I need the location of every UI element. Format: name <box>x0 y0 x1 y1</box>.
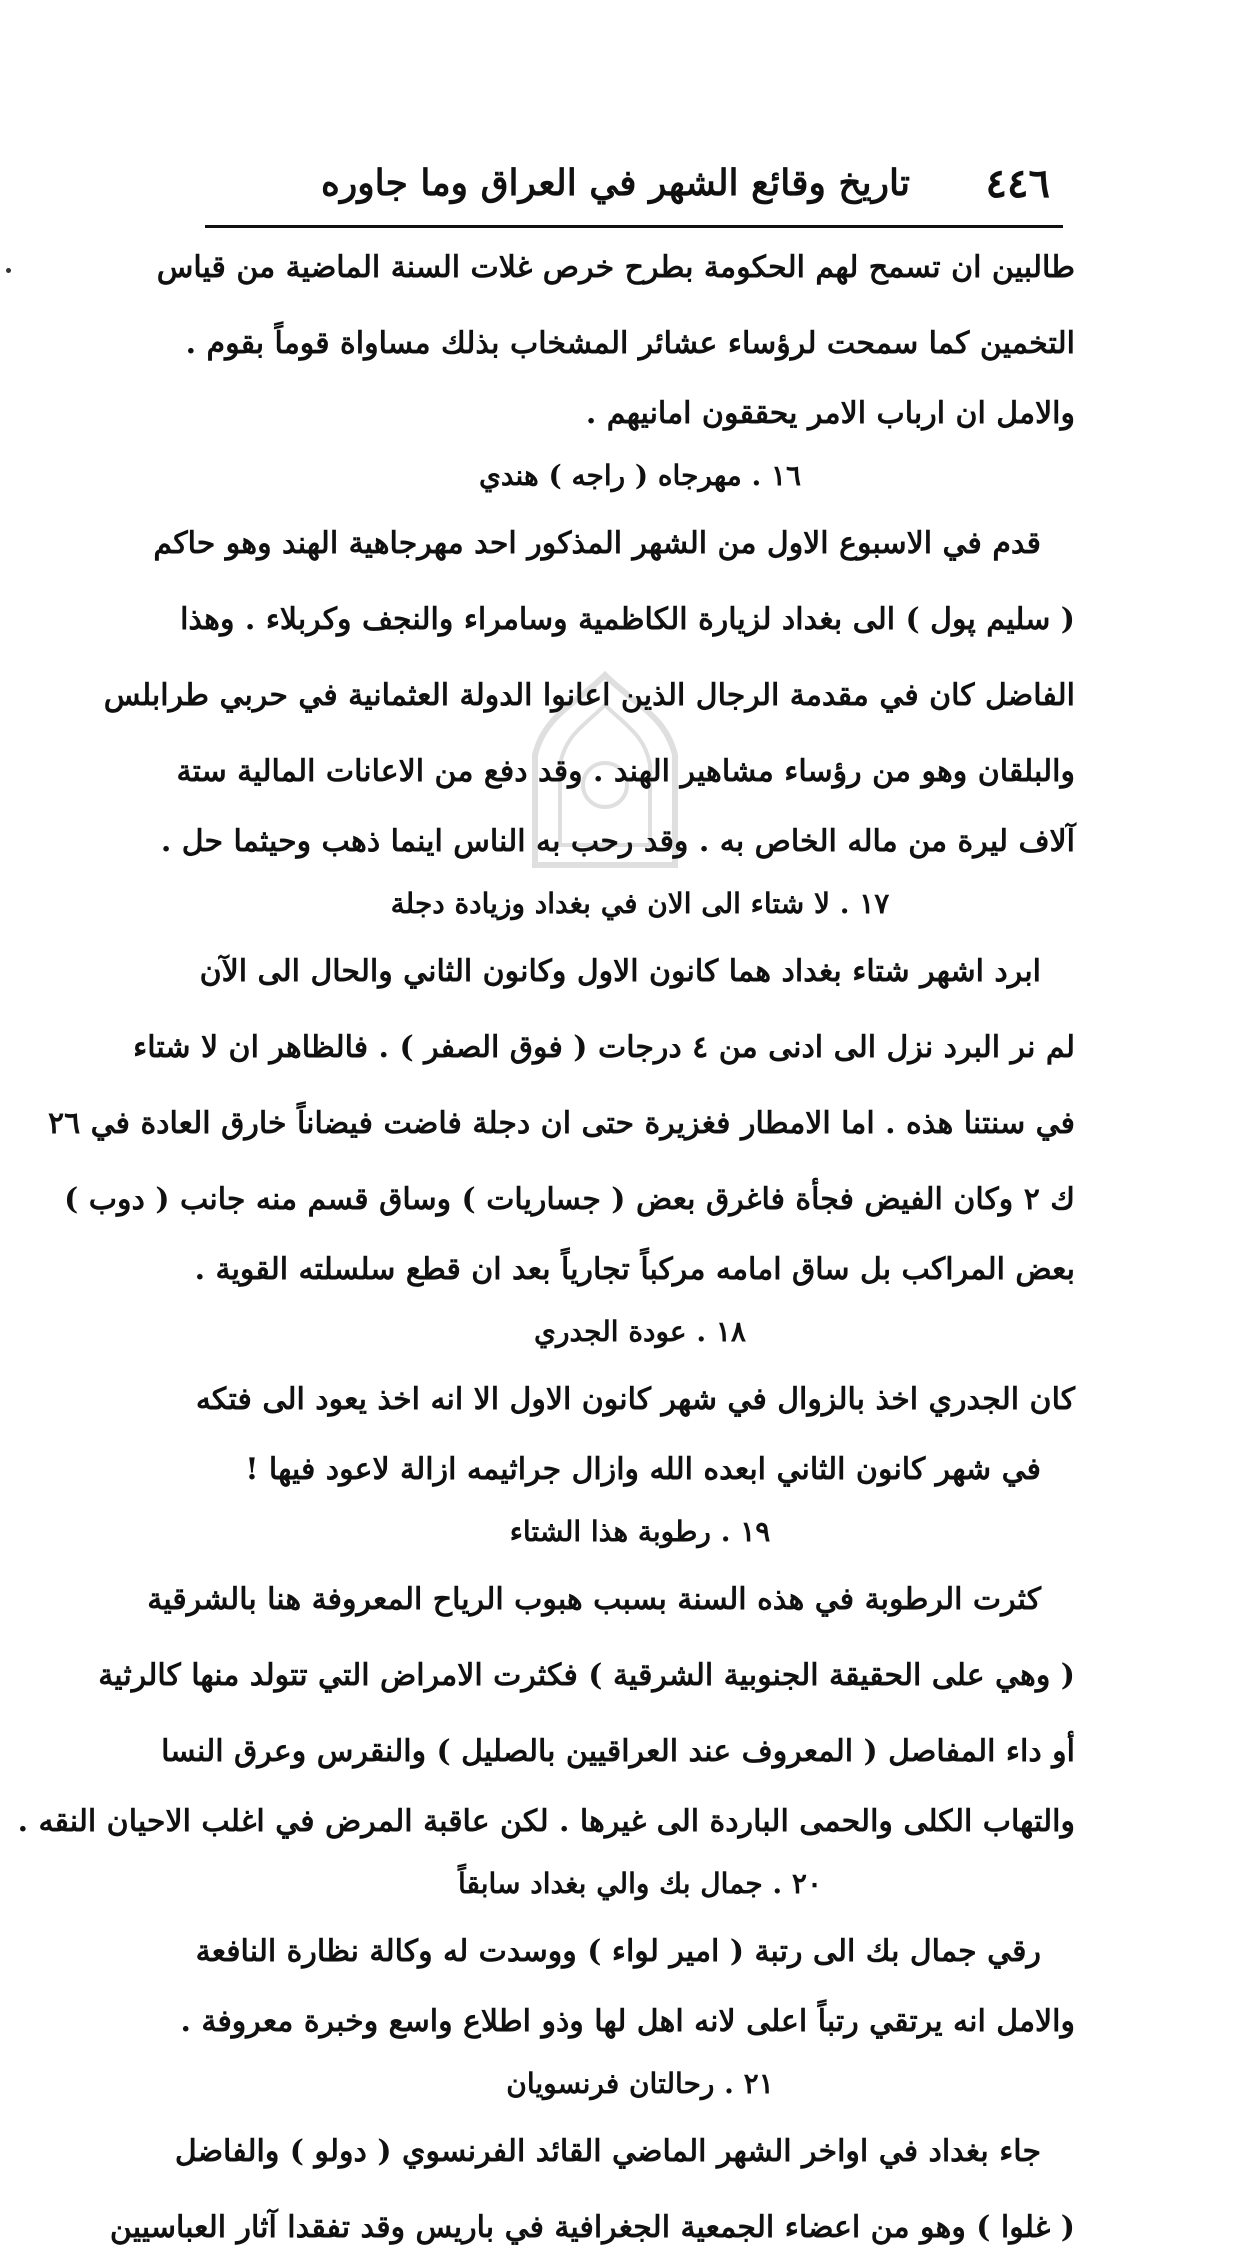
text-line: رقي جمال بك الى رتبة ( امير لواء ) ووسدت له وكالة نظارة النافعة <box>195 1934 1041 1969</box>
text-line: قدم في الاسبوع الاول من الشهر المذكور احد مهرجاهية الهند وهو حاكم <box>153 526 1041 561</box>
text-line: والبلقان وهو من رؤساء مشاهير الهند . وقد دفع من الاعانات المالية ستة <box>176 754 1075 789</box>
page-header <box>205 152 1050 222</box>
text-line: والامل انه يرتقي رتباً اعلى لانه اهل لها وذو اطلاع واسع وخبرة معروفة . <box>180 2004 1075 2039</box>
section-heading-20: ٢٠ . جمال بك والي بغداد سابقاً <box>458 1867 822 1900</box>
page-body <box>17 230 1075 2266</box>
text-line: في شهر كانون الثاني ابعده الله وازال جراثيمه ازالة لاعود فيها ! <box>245 1452 1041 1487</box>
text-line: لم نر البرد نزل الى ادنى من ٤ درجات ( فوق الصفر ) . فالظاهر ان لا شتاء <box>133 1030 1075 1065</box>
section-heading-18: ١٨ . عودة الجدري <box>534 1315 746 1348</box>
header-rule <box>205 225 1063 228</box>
text-line: والامل ان ارباب الامر يحققون امانيهم . <box>585 396 1075 431</box>
text-line: كان الجدري اخذ بالزوال في شهر كانون الاول الا انه اخذ يعود الى فتكه <box>195 1382 1075 1417</box>
section-heading-21: ٢١ . رحالتان فرنسويان <box>506 2067 774 2100</box>
scan-speck <box>6 268 11 273</box>
running-title: تاريخ وقائع الشهر في العراق وما جاوره <box>321 162 910 204</box>
section-heading-17: ١٧ . لا شتاء الى الان في بغداد وزيادة دجلة <box>390 887 890 920</box>
text-line: ( سليم پول ) الى بغداد لزيارة الكاظمية وسامراء والنجف وكربلاء . وهذا <box>180 602 1075 637</box>
text-line: ( وهي على الحقيقة الجنوبية الشرقية ) فكثرت الامراض التي تتولد منها كالرثية <box>98 1658 1075 1693</box>
text-line: آلاف ليرة من ماله الخاص به . وقد رحب به الناس اينما ذهب وحيثما حل . <box>160 824 1075 859</box>
page-number: ٤٤٦ <box>985 160 1050 207</box>
section-heading-16: ١٦ . مهرجاه ( راجه ) هندي <box>478 459 802 492</box>
text-line: في سنتنا هذه . اما الامطار فغزيرة حتى ان دجلة فاضت فيضاناً خارق العادة في ٢٦ <box>48 1106 1075 1141</box>
text-line: ابرد اشهر شتاء بغداد هما كانون الاول وكانون الثاني والحال الى الآن <box>199 954 1041 989</box>
text-line: طالبين ان تسمح لهم الحكومة بطرح خرص غلات السنة الماضية من قياس <box>156 250 1075 285</box>
text-line: أو داء المفاصل ( المعروف عند العراقيين بالصليل ) والنقرس وعرق النسا <box>161 1734 1075 1769</box>
section-heading-19: ١٩ . رطوبة هذا الشتاء <box>509 1515 771 1548</box>
text-line: بعض المراكب بل ساق امامه مركباً تجارياً بعد ان قطع سلسلته القوية . <box>194 1252 1075 1287</box>
text-line: كثرت الرطوبة في هذه السنة بسبب هبوب الرياح المعروفة هنا بالشرقية <box>147 1582 1041 1617</box>
text-line: التخمين كما سمحت لرؤساء عشائر المشخاب بذلك مساواة قوماً بقوم . <box>185 326 1075 361</box>
text-line: ك ٢ وكان الفيض فجأة فاغرق بعض ( جساريات ) وساق قسم منه جانب ( دوب ) <box>64 1182 1075 1217</box>
text-line: جاء بغداد في اواخر الشهر الماضي القائد الفرنسوي ( دولو ) والفاضل <box>174 2134 1041 2169</box>
text-line: الفاضل كان في مقدمة الرجال الذين اعانوا الدولة العثمانية في حربي طرابلس <box>103 678 1075 713</box>
text-line: والتهاب الكلى والحمى الباردة الى غيرها . لكن عاقبة المرض في اغلب الاحيان النقه . <box>17 1804 1075 1839</box>
text-line: ( غلوا ) وهو من اعضاء الجمعية الجغرافية في باريس وقد تفقدا آثار العباسيين <box>109 2210 1075 2245</box>
